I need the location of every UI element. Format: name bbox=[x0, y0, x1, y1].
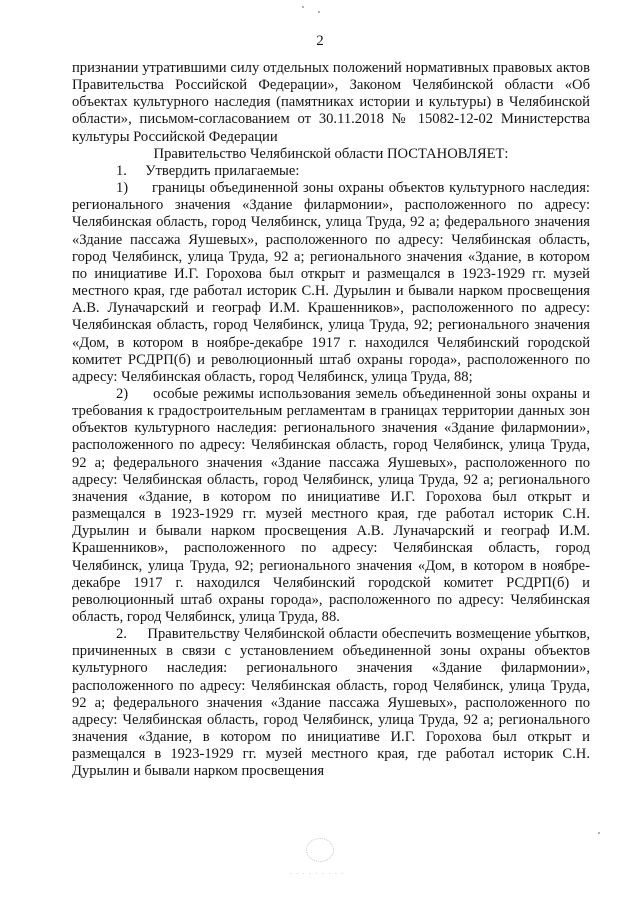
scan-speck bbox=[318, 11, 320, 13]
faint-footer-mark: · · · · · · · · · bbox=[289, 870, 345, 878]
scan-speck bbox=[598, 832, 600, 834]
paragraph-continuation: признании утратившими силу отдельных положений нормативных правовых актов Правительства Российской Федерации», Законом Челябинской области «Об объектах культурного наследия (памятниках истории и культуры) в Челябинской области», письмом-согласованием от 30.11.2018 № 15082-12-02 Министерства культуры Российской Федерации bbox=[72, 60, 590, 145]
subclause-1-boundaries: 1) границы объединенной зоны охраны объектов культурного наследия: регионального значения «Здание филармонии», расположенного по адресу: Челябинская область, город Челябинск, улица Труда, 92 а; федерального значения «Здание пассажа Яушевых», расположенного по адресу: Челябинская область, город Челябинск, улица Труда, 92 а; регионального значения «Здание, в котором по инициативе И.Г. Горохова был открыт и размещался в 1923-1929 гг. музей местного края, где работал историк С.Н. Дурылин и бывали нарком просвещения А.В. Луначарский и географ И.М. Крашенников», расположенного по адресу: Челябинская область, город Челябинск, улица Труда, 92; регионального значения «Дом, в котором в ноябре-декабре 1917 г. находился Челябинский городской комитет РСДРП(б) и революционный штаб охраны города», расположенного по адресу: Челябинская область, город Челябинск, улица Труда, 88; bbox=[72, 180, 590, 385]
page-number: 2 bbox=[316, 33, 324, 49]
document-body bbox=[72, 60, 590, 781]
faint-stamp bbox=[306, 838, 334, 862]
clause-2-compensation: 2. Правительству Челябинской области обеспечить возмещение убытков, причиненных в связи с установлением объединенной зоны охраны объектов культурного наследия: регионального значения «Здание филармонии», расположенного по адресу: Челябинская область, город Челябинск, улица Труда, 92 а; федерального значения «Здание пассажа Яушевых», расположенного по адресу: Челябинская область, город Челябинск, улица Труда, 92 а; регионального значения «Здание, в котором по инициативе И.Г. Горохова был открыт и размещался в 1923-1929 гг. музей местного края, где работал историк С.Н. Дурылин и бывали нарком просвещения bbox=[72, 626, 590, 780]
subclause-2-land-use-regimes: 2) особые режимы использования земель объединенной зоны охраны и требования к градостроительным регламентам в границах территории данных зон объектов культурного наследия: регионального значения «Здание филармонии», расположенного по адресу: Челябинская область, город Челябинск, улица Труда, 92 а; федерального значения «Здание пассажа Яушевых», расположенного по адресу: Челябинская область, город Челябинск, улица Труда, 92 а; регионального значения «Здание, в котором по инициативе И.Г. Горохова был открыт и размещался в 1923-1929 гг. музей местного края, где работал историк С.Н. Дурылин и бывали нарком просвещения А.В. Луначарский и географ И.М. Крашенников», расположенного по адресу: Челябинская область, город Челябинск, улица Труда, 92; регионального значения «Дом, в котором в ноябре-декабре 1917 г. находился Челябинский городской комитет РСДРП(б) и революционный штаб охраны города», расположенного по адресу: Челябинская область, город Челябинск, улица Труда, 88. bbox=[72, 385, 590, 625]
clause-1: 1. Утвердить прилагаемые: bbox=[116, 162, 300, 179]
resolution-heading: Правительство Челябинской области ПОСТАНОВЛЯЕТ: bbox=[153, 145, 509, 162]
scan-speck bbox=[302, 6, 304, 8]
